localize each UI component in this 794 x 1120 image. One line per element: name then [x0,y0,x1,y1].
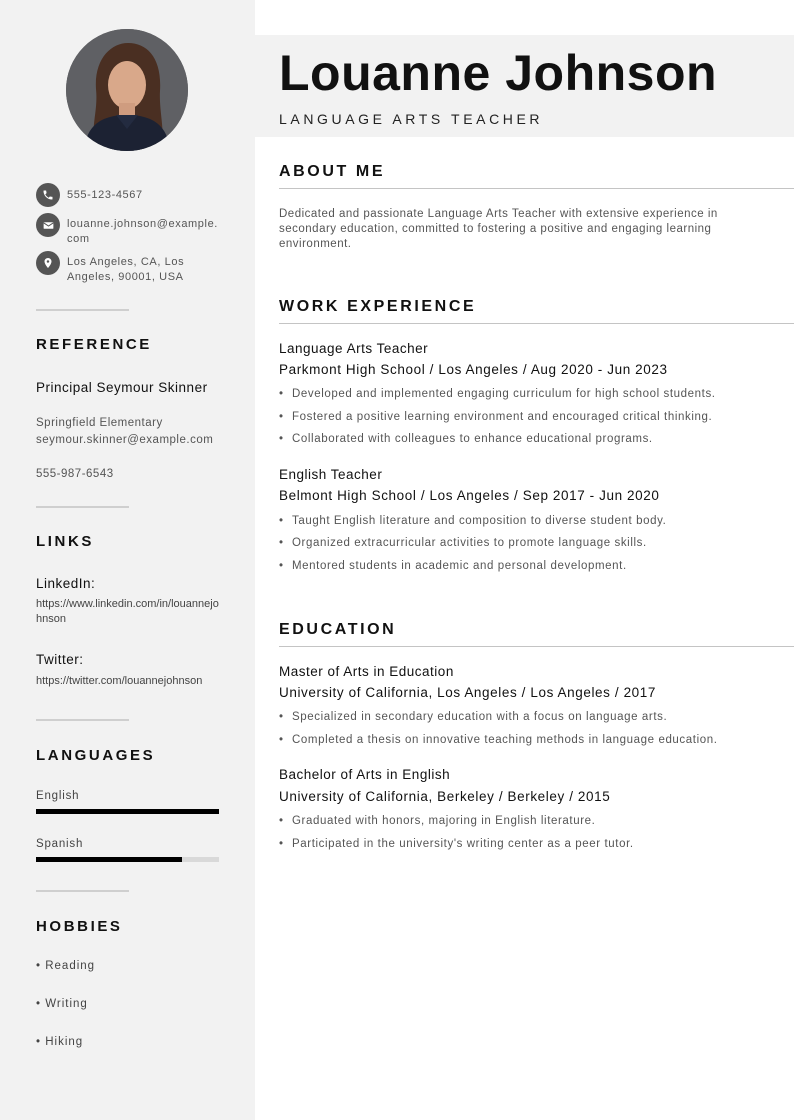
job-title-entry: Language Arts Teacher [279,341,429,356]
degree-title: Master of Arts in Education [279,664,454,679]
bullet-dot: • [36,998,42,1010]
section-rule [279,323,794,324]
links-heading: LINKS [36,533,94,550]
language-level-fill [36,809,219,814]
language-level-spanish [36,857,219,862]
job-bullet-text: Collaborated with colleagues to enhance educational programs. [292,433,653,445]
about-text: Dedicated and passionate Language Arts Teacher with extensive experience in secondary education, committed to fostering a positive and engaging learning environment. [279,208,718,250]
phone-icon [36,183,60,207]
job-subtitle: Belmont High School / Los Angeles / Sep 2017 - Jun 2020 [279,488,660,503]
degree-bullet [279,838,634,850]
job-bullet-text: Organized extracurricular activities to promote language skills. [292,537,647,549]
email-icon [36,213,60,237]
job-bullet [279,537,647,549]
bullet-dot: • [279,838,284,850]
degree-bullet-text: Completed a thesis on innovative teaching methods in language education. [292,734,718,746]
person-name: Louanne Johnson [279,45,718,101]
degree-bullet [279,711,667,723]
bullet-dot: • [279,515,284,527]
bullet-dot: • [279,711,284,723]
job-title: LANGUAGE ARTS TEACHER [279,111,544,127]
bullet-dot: • [36,1036,42,1048]
profile-photo-illustration [66,29,188,151]
sidebar [0,0,255,1120]
degree-subtitle: University of California, Los Angeles / Los Angeles / 2017 [279,685,656,700]
email-text[interactable]: louanne.johnson@example.com [67,218,218,245]
link-url-linkedin[interactable]: https://www.linkedin.com/in/louannejohnson [36,598,219,625]
job-bullet [279,560,627,572]
reference-email[interactable]: seymour.skinner@example.com [36,434,214,446]
hobbies-heading: HOBBIES [36,918,123,935]
languages-heading: LANGUAGES [36,747,156,764]
work-heading: WORK EXPERIENCE [279,298,477,315]
language-level-english [36,809,219,814]
bullet-dot: • [36,960,42,972]
bullet-dot: • [279,388,284,400]
sidebar-divider [36,506,129,508]
sidebar-divider [36,309,129,311]
bullet-dot: • [279,433,284,445]
degree-bullet [279,734,718,746]
about-heading: ABOUT ME [279,163,386,180]
reference-name: Principal Seymour Skinner [36,380,208,395]
link-url-twitter[interactable]: https://twitter.com/louannejohnson [36,675,203,687]
contact-email [36,213,222,247]
job-bullet [279,515,666,527]
job-bullet [279,388,716,400]
profile-photo [66,29,188,151]
link-label-twitter: Twitter: [36,652,84,667]
bullet-dot: • [279,815,284,827]
degree-title: Bachelor of Arts in English [279,767,451,782]
degree-bullet-text: Specialized in secondary education with a focus on language arts. [292,711,668,723]
section-rule [279,188,794,189]
degree-bullet-text: Graduated with honors, majoring in English literature. [292,815,596,827]
contact-address [36,251,197,285]
hobby-item [36,1036,83,1048]
link-label-linkedin: LinkedIn: [36,576,96,591]
sidebar-divider [36,890,129,892]
phone-text: 555-123-4567 [67,189,143,201]
contact-phone [36,183,222,207]
bullet-dot: • [279,411,284,423]
reference-organization: Springfield Elementary [36,417,163,429]
job-bullet-text: Fostered a positive learning environment and encouraged critical thinking. [292,411,713,423]
degree-bullet [279,815,595,827]
hobby-text: Hiking [45,1036,84,1048]
location-pin-icon [36,251,60,275]
job-bullet [279,411,712,423]
reference-phone: 555-987-6543 [36,468,114,480]
hobby-item [36,960,95,972]
bullet-dot: • [279,560,284,572]
degree-subtitle: University of California, Berkeley / Berkeley / 2015 [279,789,611,804]
job-bullet-text: Mentored students in academic and personal development. [292,560,627,572]
section-rule [279,646,794,647]
bullet-dot: • [279,734,284,746]
language-level-fill [36,857,182,862]
degree-bullet-text: Participated in the university's writing center as a peer tutor. [292,838,634,850]
job-subtitle: Parkmont High School / Los Angeles / Aug 2020 - Jun 2023 [279,362,668,377]
hobby-text: Reading [45,960,96,972]
address-text: Los Angeles, CA, Los Angeles, 90001, USA [67,256,185,283]
job-bullet-text: Developed and implemented engaging curriculum for high school students. [292,388,716,400]
hobby-text: Writing [45,998,88,1010]
job-bullet [279,433,653,445]
language-name-english: English [36,790,80,802]
sidebar-divider [36,719,129,721]
bullet-dot: • [279,537,284,549]
job-bullet-text: Taught English literature and composition to diverse student body. [292,515,667,527]
hobby-item [36,998,88,1010]
education-heading: EDUCATION [279,621,397,638]
language-name-spanish: Spanish [36,838,84,850]
reference-heading: REFERENCE [36,336,152,353]
job-title-entry: English Teacher [279,467,383,482]
